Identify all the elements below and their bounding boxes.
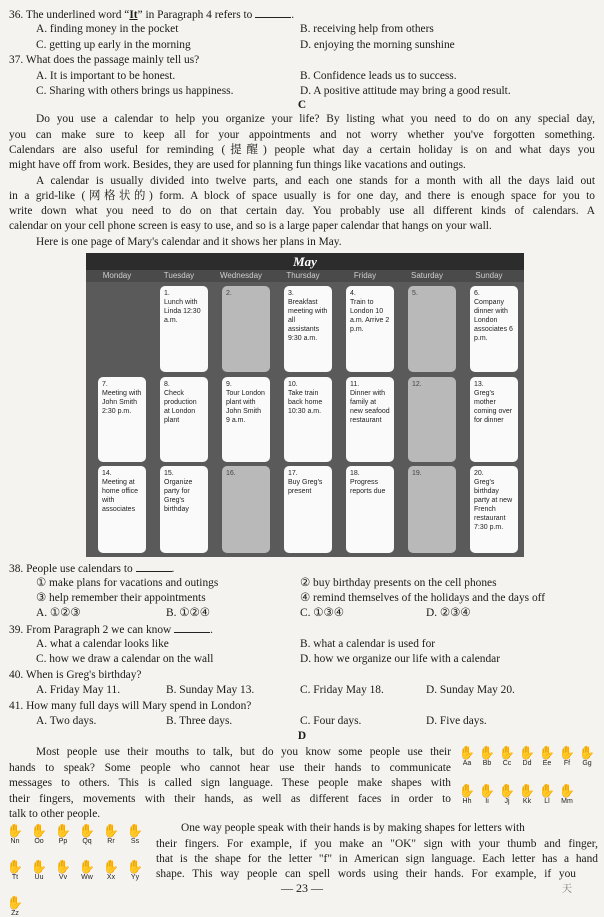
sign-letter bbox=[54, 823, 72, 845]
calendar-day-cell bbox=[408, 286, 456, 372]
calendar-day-plan: Buy Greg's present bbox=[288, 479, 323, 495]
q36-stem-a: 36. The underlined word “ bbox=[9, 9, 130, 21]
hand-sign-icon: ✋ bbox=[478, 745, 496, 760]
q39-option-c: C. how we draw a calendar on the wall bbox=[36, 653, 214, 665]
q41-option-c: C. Four days. bbox=[300, 715, 362, 727]
section-d-heading: D bbox=[297, 730, 307, 742]
q36-option-c: C. getting up early in the morning bbox=[36, 39, 191, 51]
watermark: 天 bbox=[562, 884, 572, 895]
calendar-day-number: 15. bbox=[164, 470, 174, 477]
calendar-day-number: 20. bbox=[474, 470, 484, 477]
sign-letter-label: Ff bbox=[563, 760, 571, 767]
q38-item-3: ③ help remember their appointments bbox=[36, 592, 206, 604]
q41-option-b: B. Three days. bbox=[166, 715, 233, 727]
q38-item-4: ④ remind themselves of the holidays and the days off bbox=[300, 592, 546, 604]
passage-d-line: One way people speak with their hands is by making shapes for letters with bbox=[181, 822, 525, 834]
calendar-day-cell bbox=[470, 286, 518, 372]
calendar-day-number: 4. bbox=[350, 290, 356, 297]
sign-letter-label: Yy bbox=[130, 874, 140, 881]
sign-letter bbox=[578, 745, 596, 767]
hand-sign-icon: ✋ bbox=[518, 783, 536, 798]
weekday-label: Wednesday bbox=[219, 271, 263, 280]
calendar-day-cell bbox=[160, 466, 208, 553]
sign-letter-label: Kk bbox=[522, 798, 532, 805]
sign-letter-label: Gg bbox=[582, 760, 592, 767]
sign-letter-label: Ss bbox=[130, 838, 140, 845]
sign-letter bbox=[30, 823, 48, 845]
sign-letter bbox=[458, 783, 476, 805]
calendar-day-plan: Meeting with John Smith 2:30 p.m. bbox=[102, 390, 142, 415]
q38-stem-text: 38. People use calendars to bbox=[9, 563, 133, 575]
hand-sign-icon: ✋ bbox=[458, 783, 476, 798]
sign-letter-label: Jj bbox=[504, 798, 510, 805]
calendar-day-number: 10. bbox=[288, 381, 298, 388]
sign-letter bbox=[558, 783, 576, 805]
passage-c-line: in a grid-like (网格状的) form. A block of space usually is for one day, and there is enough space for you to bbox=[9, 190, 595, 202]
answer-blank bbox=[136, 561, 172, 572]
calendar-day-plan: Breakfast meeting with all assistants 9:30 a.m. bbox=[288, 299, 328, 342]
weekday-label: Friday bbox=[353, 271, 377, 280]
calendar-day-cell bbox=[470, 377, 518, 462]
calendar-day-number: 6. bbox=[474, 290, 480, 297]
calendar-day-cell bbox=[222, 466, 270, 553]
passage-d-line: shape. This way people can spell words using their hands. For example, if you bbox=[156, 868, 576, 880]
passage-d-line: messages to others. This is called sign language. These people make shapes with bbox=[9, 777, 451, 789]
hand-sign-icon: ✋ bbox=[30, 859, 48, 874]
sign-letter bbox=[78, 859, 96, 881]
q41-option-a: A. Two days. bbox=[36, 715, 97, 727]
q38-option-a: A. ①②③ bbox=[36, 607, 81, 619]
weekday-label: Saturday bbox=[410, 271, 444, 280]
calendar-day-plan: Dinner with family at new seafood restaurant bbox=[350, 390, 390, 424]
hand-sign-icon: ✋ bbox=[6, 823, 24, 838]
sign-letter bbox=[102, 823, 120, 845]
sign-letter bbox=[558, 745, 576, 767]
sign-letter bbox=[30, 859, 48, 881]
hand-sign-icon: ✋ bbox=[558, 745, 576, 760]
sign-letter-label: Dd bbox=[522, 760, 532, 767]
q41-option-d: D. Five days. bbox=[426, 715, 487, 727]
q37-option-d: D. A positive attitude may bring a good result. bbox=[300, 85, 511, 97]
sign-letter bbox=[78, 823, 96, 845]
sign-letter bbox=[6, 823, 24, 845]
sign-letter-label: Rr bbox=[107, 838, 115, 845]
q39-option-a: A. what a calendar looks like bbox=[36, 638, 169, 650]
sign-letter bbox=[478, 745, 496, 767]
hand-sign-icon: ✋ bbox=[518, 745, 536, 760]
calendar-day-number: 16. bbox=[226, 470, 236, 477]
calendar-day-cell bbox=[346, 466, 394, 553]
calendar-day-number: 7. bbox=[102, 381, 108, 388]
sign-letter-label: Cc bbox=[502, 760, 512, 767]
hand-sign-icon: ✋ bbox=[126, 859, 144, 874]
hand-sign-icon: ✋ bbox=[78, 823, 96, 838]
q37-option-a: A. It is important to be honest. bbox=[36, 70, 176, 82]
sign-letter-label: Bb bbox=[482, 760, 492, 767]
passage-c-line: you can make sure to keep all for your appointments and not worry whether you've forgotten something. bbox=[9, 129, 595, 141]
hand-sign-icon: ✋ bbox=[538, 783, 556, 798]
q40-option-a: A. Friday May 11. bbox=[36, 684, 121, 696]
q36-option-d: D. enjoying the morning sunshine bbox=[300, 39, 455, 51]
calendar-day-number: 11. bbox=[350, 381, 360, 388]
sign-letter bbox=[518, 745, 536, 767]
q40-stem: 40. When is Greg's birthday? bbox=[9, 669, 142, 681]
calendar-day-number: 13. bbox=[474, 381, 484, 388]
sign-letter bbox=[54, 859, 72, 881]
sign-letter-label: Tt bbox=[11, 874, 19, 881]
q36-underlined-word: It bbox=[129, 9, 138, 21]
passage-d-line: that is the shape for the letter "f" in American sign language. Each letter has a hand bbox=[156, 853, 598, 865]
hand-sign-icon: ✋ bbox=[54, 859, 72, 874]
sign-letter-label: Ww bbox=[81, 874, 93, 881]
calendar-day-plan: Company dinner with London associates 6 p.m. bbox=[474, 299, 513, 342]
passage-c-line: Here is one page of Mary's calendar and it shows her plans in May. bbox=[36, 236, 342, 248]
sign-letter-label: Uu bbox=[34, 874, 44, 881]
q39-option-d: D. how we organize our life with a calendar bbox=[300, 653, 500, 665]
calendar-day-number: 2. bbox=[226, 290, 232, 297]
sign-letter bbox=[538, 745, 556, 767]
calendar-day-cell bbox=[160, 377, 208, 462]
passage-c-line: calendar on your cell phone screen is easy to use, and so is a large paper calendar that hangs on your wall. bbox=[9, 220, 492, 232]
passage-d-line: their fingers, movements with their hands, as well as different faces in order to bbox=[9, 793, 451, 805]
calendar-day-plan: Train to London 10 a.m. Arrive 2 p.m. bbox=[350, 299, 390, 333]
q38-item-2: ② buy birthday presents on the cell phones bbox=[300, 577, 497, 589]
sign-letter bbox=[498, 745, 516, 767]
calendar-day-cell bbox=[346, 286, 394, 372]
sign-letter-label: Mm bbox=[561, 798, 573, 805]
sign-letter-label: Oo bbox=[34, 838, 44, 845]
calendar-day-plan: Organize party for Greg's birthday bbox=[164, 479, 193, 513]
sign-letter-label: Ll bbox=[544, 798, 550, 805]
sign-letter bbox=[478, 783, 496, 805]
sign-letter bbox=[498, 783, 516, 805]
hand-sign-icon: ✋ bbox=[578, 745, 596, 760]
q41-stem: 41. How many full days will Mary spend in London? bbox=[9, 700, 252, 712]
q38-option-b: B. ①②④ bbox=[166, 607, 210, 619]
calendar-day-cell bbox=[222, 286, 270, 372]
q36-option-a: A. finding money in the pocket bbox=[36, 23, 179, 35]
hand-sign-icon: ✋ bbox=[478, 783, 496, 798]
sign-letter bbox=[6, 859, 24, 881]
calendar-day-number: 19. bbox=[412, 470, 422, 477]
sign-letter-label: Vv bbox=[58, 874, 68, 881]
q40-option-c: C. Friday May 18. bbox=[300, 684, 384, 696]
sign-letter bbox=[102, 859, 120, 881]
q38-stem: 38. People use calendars to . bbox=[9, 563, 175, 575]
calendar-day-plan: Lunch with Linda 12:30 a.m. bbox=[164, 299, 201, 324]
sign-letter-label: Nn bbox=[10, 838, 20, 845]
passage-c-line: write down what you need to do on that certain day. You probably use all different kinds of calendars. A bbox=[9, 205, 595, 217]
calendar-day-cell bbox=[222, 377, 270, 462]
calendar-day-number: 3. bbox=[288, 290, 294, 297]
sign-letter-label: Pp bbox=[58, 838, 68, 845]
calendar-day-plan: Check production at London plant bbox=[164, 390, 197, 424]
passage-d-line: their fingers. For example, if you make an "OK" sign with your thumb and finger, bbox=[156, 838, 598, 850]
passage-c-line: Do you use a calendar to help you organize your life? By listing what you need to do on any special day, bbox=[36, 113, 595, 125]
calendar-day-plan: Tour London plant with John Smith 9 a.m. bbox=[226, 390, 265, 424]
sign-letter bbox=[126, 859, 144, 881]
passage-c-line: Calendars are also useful for reminding (提醒) people what day a certain holiday is on and what days you bbox=[9, 144, 595, 156]
sign-letter-label: Hh bbox=[462, 798, 472, 805]
calendar-day-cell bbox=[284, 377, 332, 462]
calendar-day-number: 1. bbox=[164, 290, 170, 297]
page-number: — 23 — bbox=[281, 881, 323, 895]
hand-sign-icon: ✋ bbox=[6, 859, 24, 874]
hand-sign-icon: ✋ bbox=[498, 783, 516, 798]
hand-sign-icon: ✋ bbox=[78, 859, 96, 874]
calendar-title: May bbox=[86, 253, 524, 270]
hand-sign-icon: ✋ bbox=[558, 783, 576, 798]
hand-sign-icon: ✋ bbox=[126, 823, 144, 838]
q36-option-b: B. receiving help from others bbox=[300, 23, 434, 35]
calendar-day-cell bbox=[284, 286, 332, 372]
calendar-day-cell bbox=[284, 466, 332, 553]
weekday-label: Sunday bbox=[475, 271, 503, 280]
passage-d-line: Most people use their mouths to talk, but do you know some people use their bbox=[36, 746, 451, 758]
calendar-day-cell bbox=[160, 286, 208, 372]
calendar-day-plan: Greg's birthday party at new French restaurant 7:30 p.m. bbox=[474, 479, 513, 531]
passage-c-line: might have off from work. Besides, they are used for planning fun things like vacations and outings. bbox=[9, 159, 466, 171]
sign-letter-label: Zz bbox=[11, 910, 19, 917]
calendar-day-plan: Greg's mother coming over for dinner bbox=[474, 390, 513, 424]
sign-letter bbox=[6, 895, 24, 917]
q38-option-c: C. ①③④ bbox=[300, 607, 344, 619]
hand-sign-icon: ✋ bbox=[30, 823, 48, 838]
calendar-day-number: 18. bbox=[350, 470, 360, 477]
q40-option-d: D. Sunday May 20. bbox=[426, 684, 515, 696]
weekday-label: Thursday bbox=[286, 271, 320, 280]
calendar-weekday-row bbox=[86, 270, 524, 282]
calendar-day-number: 12. bbox=[412, 381, 422, 388]
calendar-day-number: 5. bbox=[412, 290, 418, 297]
q39-option-b: B. what a calendar is used for bbox=[300, 638, 436, 650]
passage-c-line: A calendar is usually divided into twelve parts, and each one stands for a month with all the days laid out bbox=[36, 175, 595, 187]
passage-d-line: talk to other people. bbox=[9, 808, 101, 820]
calendar-day-number: 14. bbox=[102, 470, 112, 477]
sign-letter bbox=[126, 823, 144, 845]
calendar-day-plan: Meeting at home office with associates bbox=[102, 479, 139, 513]
passage-d-line: hands to speak? Some people who cannot hear use their hands to communicate bbox=[9, 762, 451, 774]
weekday-label: Tuesday bbox=[163, 271, 195, 280]
weekday-label: Monday bbox=[102, 271, 132, 280]
calendar-day-number: 17. bbox=[288, 470, 298, 477]
calendar-day-number: 9. bbox=[226, 381, 232, 388]
q39-stem: 39. From Paragraph 2 we can know . bbox=[9, 624, 213, 636]
calendar-day-cell bbox=[98, 377, 146, 462]
sign-letter bbox=[458, 745, 476, 767]
calendar-day-number: 8. bbox=[164, 381, 170, 388]
q38-option-d: D. ②③④ bbox=[426, 607, 471, 619]
hand-sign-icon: ✋ bbox=[54, 823, 72, 838]
hand-sign-icon: ✋ bbox=[458, 745, 476, 760]
calendar-day-plan: Take train back home 10:30 a.m. bbox=[288, 390, 323, 415]
sign-letter bbox=[538, 783, 556, 805]
calendar-day-cell bbox=[408, 377, 456, 462]
hand-sign-icon: ✋ bbox=[102, 823, 120, 838]
calendar-day-cell bbox=[98, 466, 146, 553]
answer-blank bbox=[255, 7, 291, 18]
section-c-heading: C bbox=[297, 99, 307, 111]
calendar-day-cell bbox=[346, 377, 394, 462]
may-calendar bbox=[86, 253, 524, 557]
q40-option-b: B. Sunday May 13. bbox=[166, 684, 255, 696]
sign-letter-label: Xx bbox=[106, 874, 116, 881]
hand-sign-icon: ✋ bbox=[6, 895, 24, 910]
hand-sign-icon: ✋ bbox=[538, 745, 556, 760]
sign-letter bbox=[518, 783, 536, 805]
q38-item-1: ① make plans for vacations and outings bbox=[36, 577, 219, 589]
calendar-day-cell bbox=[408, 466, 456, 553]
sign-letter-label: Qq bbox=[82, 838, 92, 845]
calendar-day-cell bbox=[470, 466, 518, 553]
sign-letter-label: Ii bbox=[485, 798, 489, 805]
q36-stem-b: ” in Paragraph 4 refers to bbox=[137, 9, 253, 21]
sign-letter-label: Aa bbox=[462, 760, 472, 767]
q39-stem-text: 39. From Paragraph 2 we can know bbox=[9, 624, 172, 636]
calendar-day-plan: Progress reports due bbox=[350, 479, 386, 495]
q37-option-b: B. Confidence leads us to success. bbox=[300, 70, 457, 82]
hand-sign-icon: ✋ bbox=[498, 745, 516, 760]
q37-stem: 37. What does the passage mainly tell us? bbox=[9, 54, 200, 66]
sign-letter-label: Ee bbox=[542, 760, 552, 767]
q36-stem: 36. The underlined word “It” in Paragraph 4 refers to . bbox=[9, 9, 295, 21]
q37-option-c: C. Sharing with others brings us happiness. bbox=[36, 85, 234, 97]
answer-blank bbox=[174, 622, 210, 633]
hand-sign-icon: ✋ bbox=[102, 859, 120, 874]
